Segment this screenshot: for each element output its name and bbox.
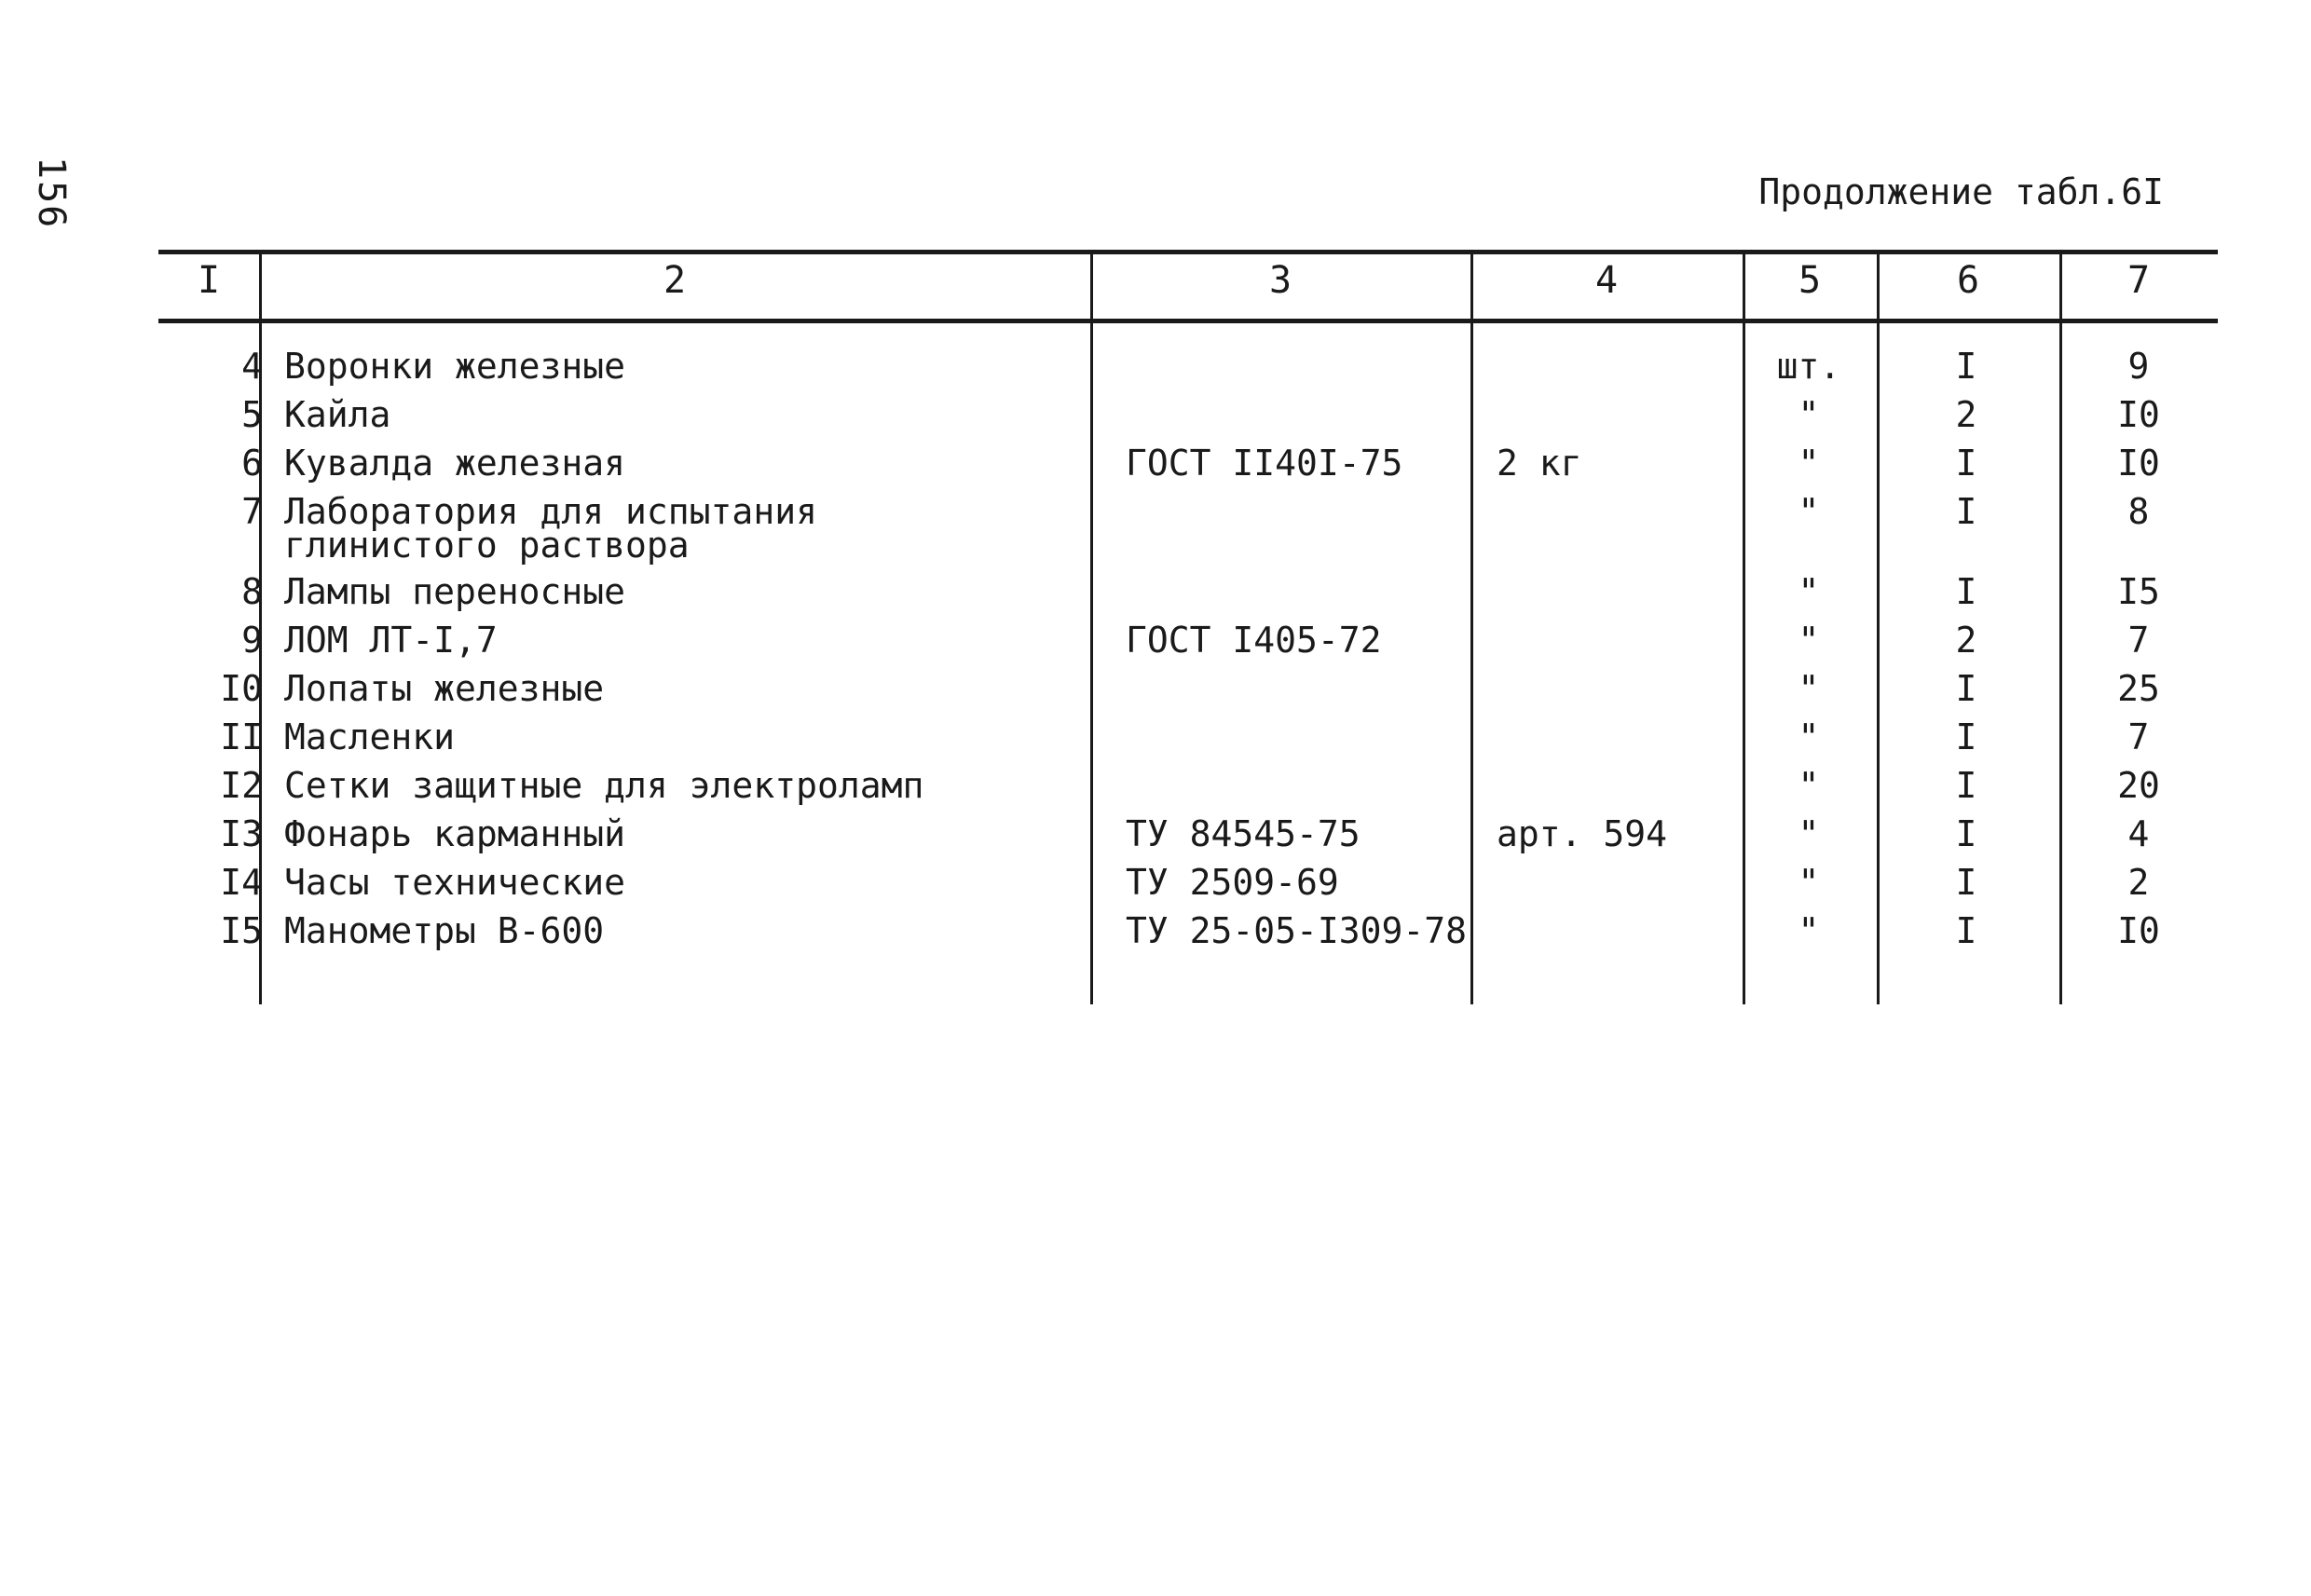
item-name: Фонарь карманный (284, 813, 626, 854)
item-unit: " (1798, 668, 1820, 709)
row-number: 6 (241, 443, 263, 484)
row-number: 9 (241, 620, 263, 661)
item-standard: ГОСТ II40I-75 (1126, 443, 1403, 484)
item-unit: шт. (1776, 346, 1841, 387)
item-term: 7 (2127, 620, 2150, 661)
item-quantity: I (1955, 668, 1977, 709)
item-quantity: 2 (1955, 620, 1977, 661)
item-term: 8 (2127, 491, 2150, 532)
item-unit: " (1798, 765, 1820, 806)
item-unit: " (1798, 394, 1820, 435)
item-name: ЛОМ ЛТ-I,7 (284, 620, 498, 661)
table-row (158, 440, 2218, 488)
table-row (158, 762, 2218, 811)
item-quantity: I (1955, 571, 1977, 612)
table-row (158, 665, 2218, 714)
item-term: 20 (2117, 765, 2160, 806)
item-unit: " (1798, 620, 1820, 661)
item-name: Лампы переносные (284, 571, 626, 612)
item-unit: " (1798, 813, 1820, 854)
row-number: 5 (241, 394, 263, 435)
table-row (158, 811, 2218, 859)
item-quantity: I (1955, 910, 1977, 951)
table-header-rule (158, 319, 2218, 323)
row-number: I0 (220, 668, 263, 709)
item-unit: " (1798, 910, 1820, 951)
item-term: I0 (2117, 443, 2160, 484)
item-name: Манометры В-600 (284, 910, 605, 951)
item-unit: " (1798, 716, 1820, 757)
item-name: Часы технические (284, 862, 626, 903)
item-name: Воронки железные (284, 346, 626, 387)
page-number: 156 (30, 157, 73, 230)
item-term: 7 (2127, 716, 2150, 757)
table-row (158, 391, 2218, 440)
item-term: 25 (2117, 668, 2160, 709)
row-number: I3 (220, 813, 263, 854)
item-quantity: I (1955, 346, 1977, 387)
item-quantity: I (1955, 813, 1977, 854)
table-row (158, 859, 2218, 907)
item-unit: " (1798, 491, 1820, 532)
item-standard: ГОСТ I405-72 (1126, 620, 1382, 661)
item-name: Лопаты железные (284, 668, 605, 709)
item-spec: 2 кг (1497, 443, 1582, 484)
row-number: 8 (241, 571, 263, 612)
row-number: I2 (220, 765, 263, 806)
item-quantity: I (1955, 716, 1977, 757)
item-quantity: I (1955, 862, 1977, 903)
table-row (158, 488, 2218, 568)
item-term: I0 (2117, 394, 2160, 435)
item-quantity: 2 (1955, 394, 1977, 435)
item-name: Масленки (284, 716, 456, 757)
table-row (158, 714, 2218, 762)
row-number: I4 (220, 862, 263, 903)
header-col-3: 3 (1268, 259, 1292, 302)
item-unit: " (1798, 443, 1820, 484)
header-col-6: 6 (1956, 259, 1980, 302)
header-col-2: 2 (663, 259, 687, 302)
row-number: II (220, 716, 263, 757)
header-col-1: I (197, 259, 221, 302)
item-term: 4 (2127, 813, 2150, 854)
item-standard: ТУ 25-05-I309-78 (1126, 910, 1468, 951)
item-quantity: I (1955, 491, 1977, 532)
table-row (158, 343, 2218, 391)
item-spec: арт. 594 (1497, 813, 1668, 854)
header-col-7: 7 (2126, 259, 2151, 302)
item-term: I5 (2117, 571, 2160, 612)
table-caption: Продолжение табл.6I (1758, 171, 2164, 212)
item-name: Сетки защитные для электроламп (284, 765, 924, 806)
row-number: 4 (241, 346, 263, 387)
table-top-rule (158, 250, 2218, 254)
header-col-4: 4 (1594, 259, 1619, 302)
table-row (158, 907, 2218, 956)
item-term: 9 (2127, 346, 2150, 387)
header-col-5: 5 (1798, 259, 1822, 302)
row-number: 7 (241, 491, 263, 532)
table-row (158, 617, 2218, 665)
row-number: I5 (220, 910, 263, 951)
item-standard: ТУ 2509-69 (1126, 862, 1339, 903)
item-name: Лаборатория для испытания глинистого раствора (284, 491, 817, 566)
item-term: I0 (2117, 910, 2160, 951)
item-unit: " (1798, 571, 1820, 612)
table-row (158, 568, 2218, 617)
item-unit: " (1798, 862, 1820, 903)
item-quantity: I (1955, 765, 1977, 806)
item-quantity: I (1955, 443, 1977, 484)
item-name: Кувалда железная (284, 443, 626, 484)
item-standard: ТУ 84545-75 (1126, 813, 1361, 854)
table-body (158, 343, 2218, 956)
item-term: 2 (2127, 862, 2150, 903)
item-name: Кайла (284, 394, 391, 435)
